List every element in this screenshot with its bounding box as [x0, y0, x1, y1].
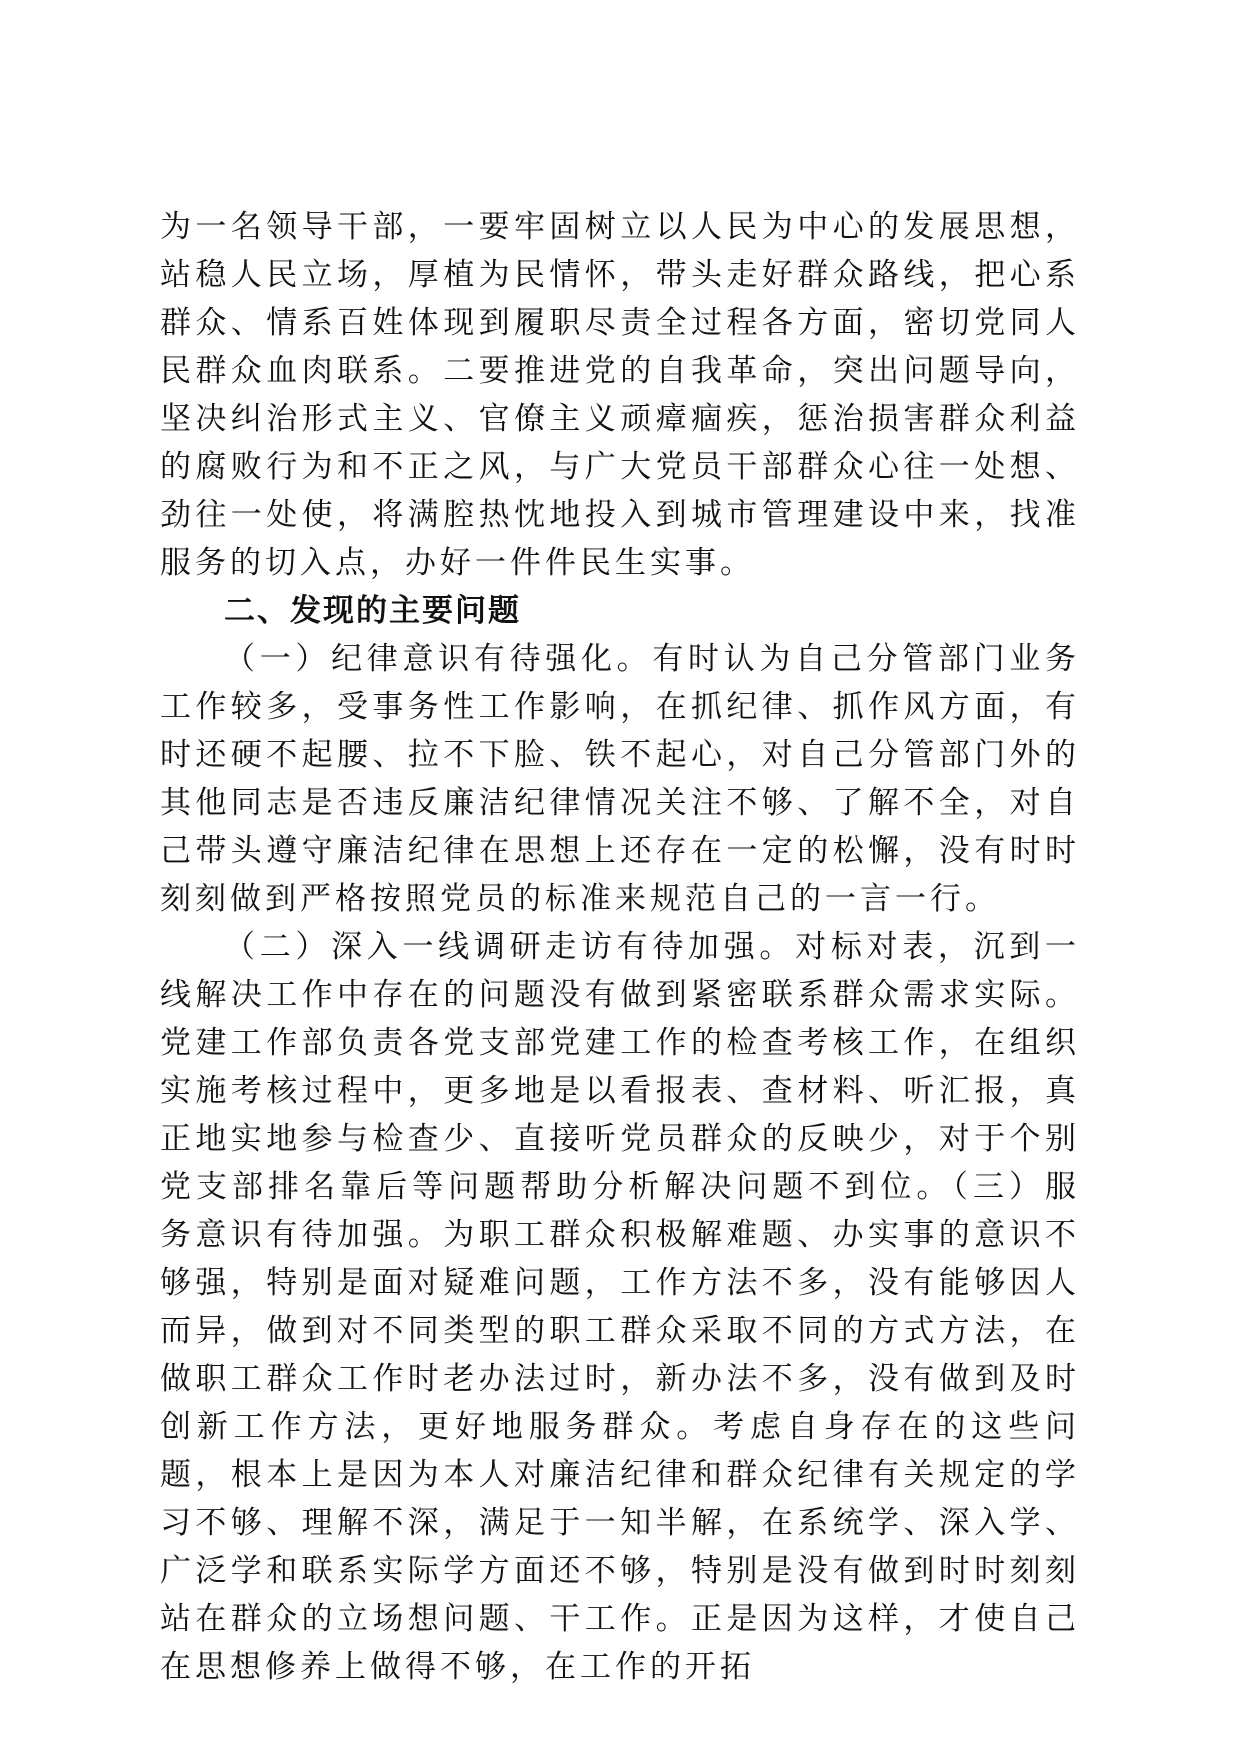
- paragraph-discipline-awareness: （一）纪律意识有待强化。有时认为自己分管部门业务工作较多，受事务性工作影响，在抓纪律、抓作风方面，有时还硬不起腰、拉不下脸、铁不起心，对自己分管部门外的其他同志是否违反廉洁纪律情况关注不够、了解不全，对自己带头遵守廉洁纪律在思想上还存在一定的松懈，没有时时刻刻做到严格按照党员的标准来规范自己的一言一行。: [160, 641, 1080, 917]
- paragraph-continued-intro: 为一名领导干部，一要牢固树立以人民为中心的发展思想，站稳人民立场，厚植为民情怀，带头走好群众路线，把心系群众、情系百姓体现到履职尽责全过程各方面，密切党同人民群众血肉联系。二要推进党的自我革命，突出问题导向，坚决纠治形式主义、官僚主义顽瘴痼疾，惩治损害群众利益的腐败行为和不正之风，与广大党员干部群众心往一处想、劲往一处使，将满腔热忱地投入到城市管理建设中来，找准服务的切入点，办好一件件民生实事。: [160, 209, 1080, 581]
- section-heading-main-problems: 二、发现的主要问题: [224, 593, 521, 629]
- paragraph-frontline-research: （二）深入一线调研走访有待加强。对标对表，沉到一线解决工作中存在的问题没有做到紧密联系群众需求实际。党建工作部负责各党支部党建工作的检查考核工作，在组织实施考核过程中，更多地是以看报表、查材料、听汇报，真正地实地参与检查少、直接听党员群众的反映少，对于个别党支部排名靠后等问题帮助分析解决问题不到位。（三）服务意识有待加强。为职工群众积极解难题、办实事的意识不够强，特别是面对疑难问题，工作方法不多，没有能够因人而异，做到对不同类型的职工群众采取不同的方式方法，在做职工群众工作时老办法过时，新办法不多，没有做到及时创新工作方法，更好地服务群众。考虑自身存在的这些问题，根本上是因为本人对廉洁纪律和群众纪律有关规定的学习不够、理解不深，满足于一知半解，在系统学、深入学、广泛学和联系实际学方面还不够，特别是没有做到时时刻刻站在群众的立场想问题、干工作。正是因为这样，才使自己在思想修养上做得不够，在工作的开拓: [160, 929, 1080, 1685]
- document-body: [160, 203, 1080, 1691]
